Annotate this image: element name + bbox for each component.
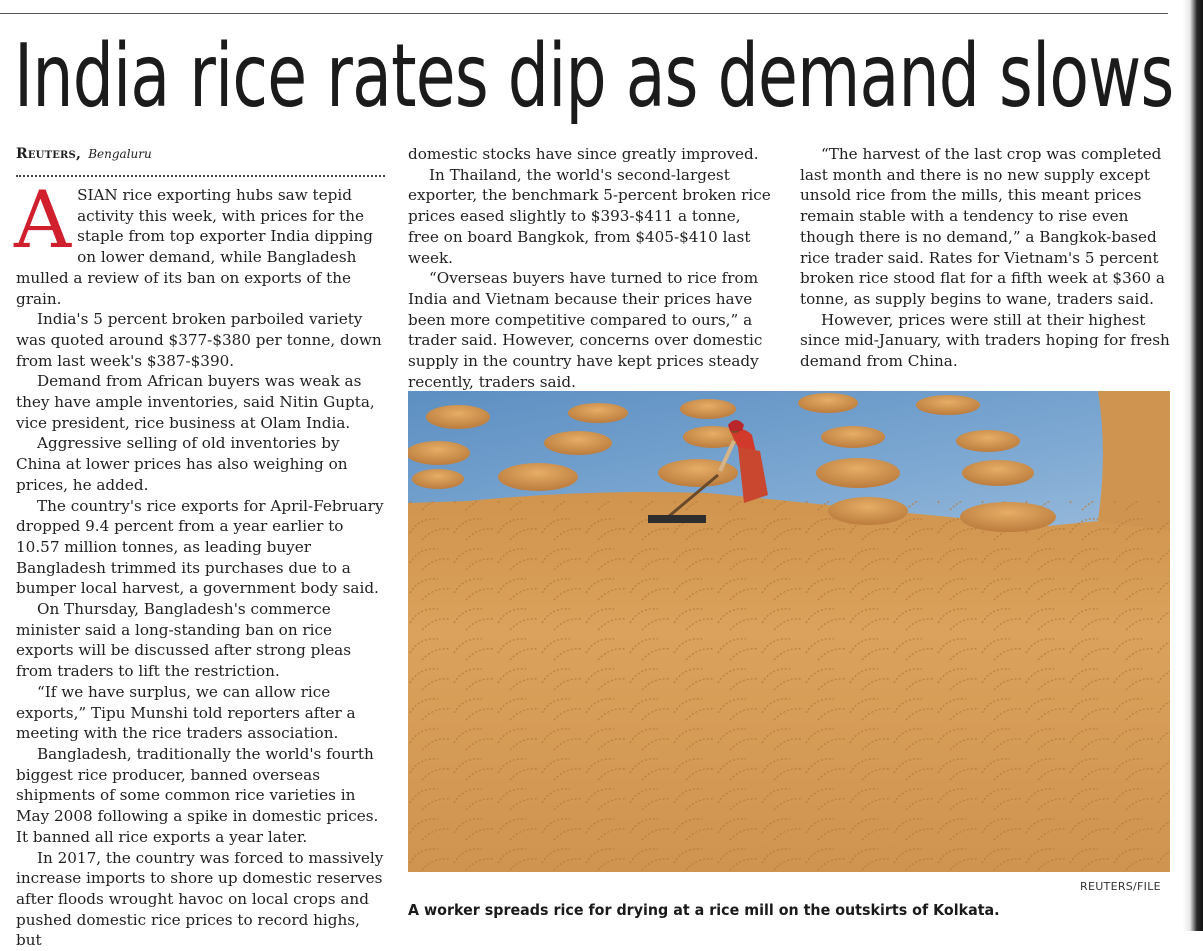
byline-divider <box>16 175 385 177</box>
byline <box>16 146 152 163</box>
top-rule <box>0 13 1168 14</box>
article-paragraph: Demand from African buyers was weak as they have ample inventories, said Nitin Gupta, vice president, rice business at Olam India. <box>16 371 386 433</box>
article-paragraph: ASIAN rice exporting hubs saw tepid activity this week, with prices for the staple from top exporter India dipping on lower demand, while Bangladesh mulled a review of its ban on exports of the grain. <box>16 185 386 309</box>
rice-drying-photo <box>408 391 1170 872</box>
page-edge-shadow <box>1183 0 1203 931</box>
photo-illustration <box>408 391 1170 872</box>
article-paragraph: However, prices were still at their highest since mid-January, with traders hoping for fresh demand from China. <box>800 310 1170 372</box>
photo-caption: A worker spreads rice for drying at a rice mill on the outskirts of Kolkata. <box>408 900 1000 920</box>
article-column-2 <box>408 144 774 392</box>
dropcap: A <box>14 191 71 249</box>
article-paragraph: Aggressive selling of old inventories by China at lower prices has also weighing on prices, he added. <box>16 433 386 495</box>
article-paragraph: On Thursday, Bangladesh's commerce minister said a long-standing ban on rice exports will be discussed after strong pleas from traders to lift the restriction. <box>16 599 386 682</box>
article-paragraph: India's 5 percent broken parboiled variety was quoted around $377-$380 per tonne, down from last week's $387-$390. <box>16 309 386 371</box>
byline-agency: Reuters, <box>16 146 81 162</box>
article-paragraph: In 2017, the country was forced to massively increase imports to shore up domestic reserves after floods wrought havoc on local crops and pushed domestic rice prices to record highs, but <box>16 848 386 951</box>
article-paragraph: Bangladesh, traditionally the world's fourth biggest rice producer, banned overseas shipments of some common rice varieties in May 2008 following a spike in domestic prices. It banned all rice exports a year later. <box>16 744 386 848</box>
photo-credit: REUTERS/FILE <box>1080 880 1161 893</box>
article-paragraph: “If we have surplus, we can allow rice exports,” Tipu Munshi told reporters after a meeting with the rice traders association. <box>16 682 386 744</box>
article-column-1 <box>16 185 386 951</box>
byline-place: Bengaluru <box>88 147 152 161</box>
article-paragraph: In Thailand, the world's second-largest exporter, the benchmark 5-percent broken rice prices eased slightly to $393-$411 a tonne, free on board Bangkok, from $405-$410 last week. <box>408 165 774 269</box>
article-paragraph: “Overseas buyers have turned to rice from India and Vietnam because their prices have been more competitive compared to ours,” a trader said. However, concerns over domestic supply in the country have kept prices steady recently, traders said. <box>408 268 774 392</box>
article-column-3 <box>800 144 1170 372</box>
article-paragraph: The country's rice exports for April-February dropped 9.4 percent from a year earlier to 10.57 million tonnes, as leading buyer Bangladesh trimmed its purchases due to a bumper local harvest, a government body said. <box>16 496 386 600</box>
article-paragraph: “The harvest of the last crop was completed last month and there is no new supply except unsold rice from the mills, this meant prices remain stable with a tendency to rise even though there is no demand,” a Bangkok-based rice trader said. Rates for Vietnam's 5 percent broken rice stood flat for a fifth week at $360 a tonne, as supply begins to wane, traders said. <box>800 144 1170 310</box>
article-paragraph: domestic stocks have since greatly improved. <box>408 144 774 165</box>
headline: India rice rates dip as demand slows <box>14 24 878 128</box>
